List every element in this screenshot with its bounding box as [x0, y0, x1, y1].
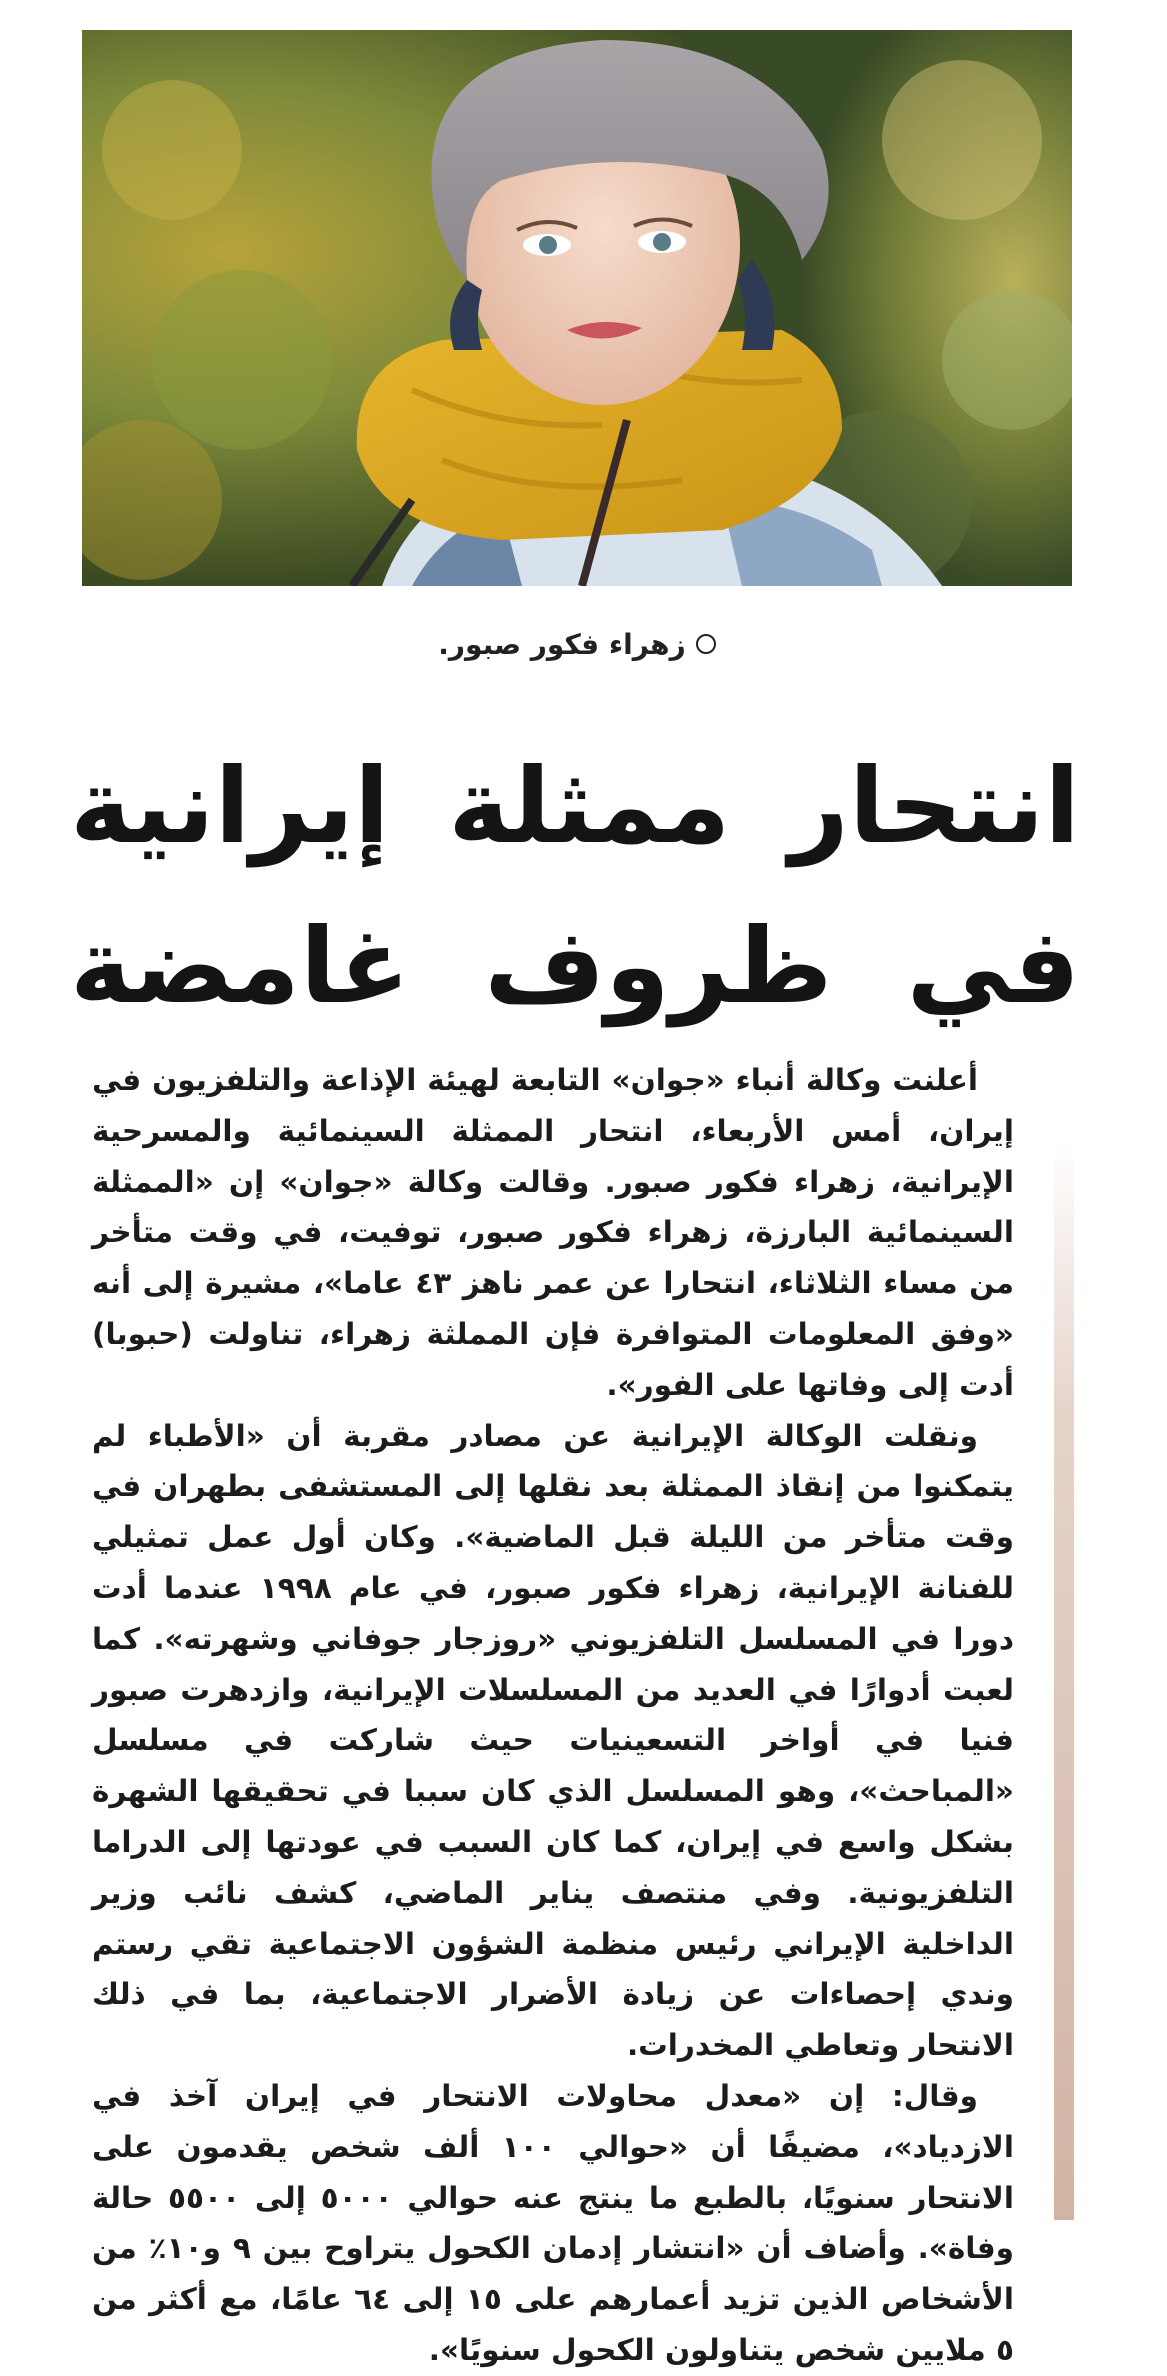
headline-line-2: في ظروف غامضة: [70, 905, 1080, 1027]
article-body: [92, 1055, 1014, 2376]
headline-line-1: انتحار ممثلة إيرانية: [70, 745, 1080, 867]
article-paragraph-3: وقال: إن «معدل محاولات الانتحار في إيران آخذ في الازدياد»، مضيفًا أن «حوالي ١٠٠ ألف شخص يقدمون على الانتحار سنويًا، بالطبع ما ينتج عنه حوالي ٥٠٠٠ إلى ٥٥٠٠ حالة وفاة». وأضاف أن «انتشار إدمان الكحول يتراوح بين ٩ و١٠٪ من الأشخاص الذين تزيد أعمارهم على ١٥ إلى ٦٤ عامًا، مع أكثر من ٥ ملايين شخص يتناولون الكحول سنويًا».: [92, 2078, 1015, 2367]
headline: [70, 726, 1080, 1046]
caption-circle-icon: [696, 634, 716, 654]
article-photo: [82, 30, 1072, 586]
caption-text: زهراء فكور صبور.: [438, 628, 686, 661]
article-paragraph-1: أعلنت وكالة أنباء «جوان» التابعة لهيئة الإذاعة والتلفزيون في إيران، أمس الأربعاء، انتحار الممثلة السينمائية والمسرحية الإيرانية، زهراء فكور صبور. وقالت وكالة «جوان» إن «الممثلة السينمائية البارزة، زهراء فكور صبور، توفيت، في وقت متأخر من مساء الثلاثاء، انتحارا عن عمر ناهز ٤٣ عاما»، مشيرة إلى أنه «وفق المعلومات المتوافرة فإن المملثة زهراء، تناولت (حبوبا) أدت إلى وفاتها على الفور».: [92, 1063, 1014, 1402]
photo-caption: [82, 628, 1072, 661]
article-paragraph-2: ونقلت الوكالة الإيرانية عن مصادر مقربة أن «الأطباء لم يتمكنوا من إنقاذ الممثلة بعد نقلها إلى المستشفى بطهران في وقت متأخر من الليلة قبل الماضية». وكان أول عمل تمثيلي للفنانة الإيرانية، زهراء فكور صبور، في عام ١٩٩٨ عندما أدت دورا في المسلسل التلفزيوني «روزجار جوفاني وشهرته». كما لعبت أدوارًا في العديد من المسلسلات الإيرانية، وازدهرت صبور فنيا في أواخر التسعينيات حيث شاركت في مسلسل «المباحث»، وهو المسلسل الذي كان سببا في تحقيقها الشهرة بشكل واسع في إيران، كما كان السبب في عودتها إلى الدراما التلفزيونية. وفي منتصف يناير الماضي، كشف نائب وزير الداخلية الإيراني رئيس منظمة الشؤون الاجتماعية تقي رستم وندي إحصاءات عن زيادة الأضرار الاجتماعية، بما في ذلك الانتحار وتعاطي المخدرات.: [92, 1418, 1014, 2063]
decorative-side-bar: [1054, 1140, 1074, 2220]
portrait-photo-icon: [82, 30, 1072, 586]
